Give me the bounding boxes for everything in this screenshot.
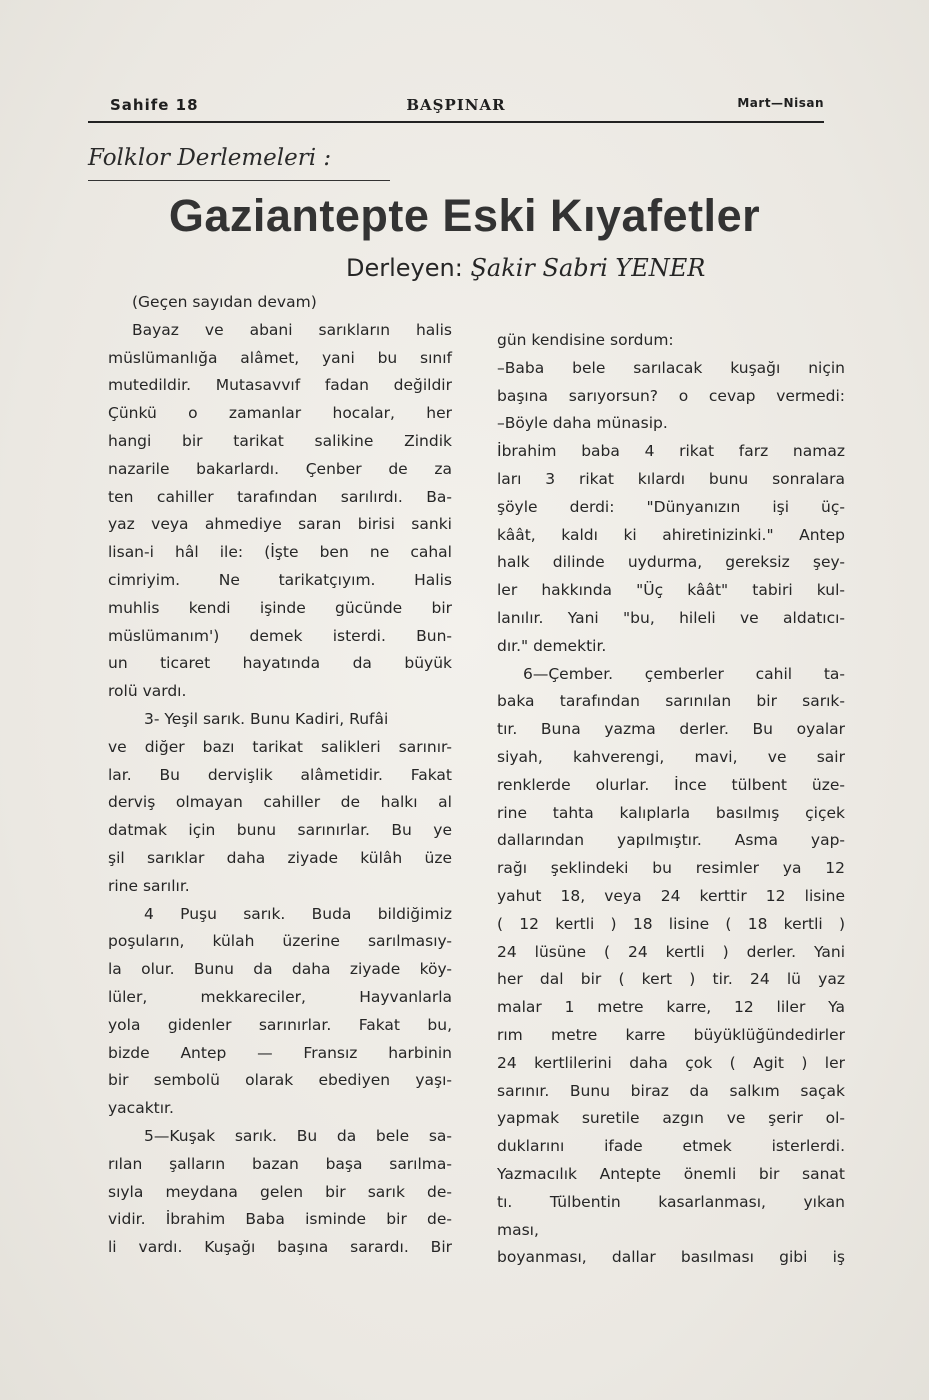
text-line: –Böyle daha münasip.	[497, 414, 668, 433]
text-line: her dal bir ( kert ) tir. 24 lü yaz	[497, 970, 845, 989]
issue-date: Mart—Nisan	[737, 96, 824, 110]
byline	[346, 254, 705, 282]
text-line: Çünkü o zamanlar hocalar, her	[108, 404, 452, 423]
text-line: müslümanım') demek isterdi. Bun-	[108, 626, 452, 645]
text-line: dır." demektir.	[497, 636, 607, 655]
text-line: ve diğer bazı tarikat salikleri sarınır-	[108, 737, 452, 756]
text-line: rine sarılır.	[108, 876, 190, 895]
text-line: şil sarıklar daha ziyade külâh üze	[108, 848, 452, 867]
text-line: yahut 18, veya 24 kerttir 12 lisine	[497, 886, 845, 905]
text-line: başına sarıyorsun? o cevap vermedi:	[497, 386, 845, 405]
text-line: gün kendisine sordum:	[497, 331, 674, 349]
text-line: rılan şalların bazan başa sarılma-	[108, 1154, 452, 1173]
text-line: vidir. İbrahim Baba isminde bir de-	[108, 1210, 452, 1229]
text-line: baka tarafından sarınılan bir sarık-	[497, 692, 845, 711]
text-line: malar 1 metre karre, 12 liler Ya	[497, 998, 845, 1017]
text-line: boyanması, dallar basılması gibi iş	[497, 1248, 845, 1267]
text-line: lüler, mekkareciler, Hayvanlarla	[108, 987, 452, 1006]
text-line: derviş olmayan cahiller de halkı al	[108, 793, 452, 812]
text-line: datmak için bunu sarınırlar. Bu ye	[108, 821, 452, 840]
text-line: ması,	[497, 1220, 539, 1239]
text-line: 24 lüsüne ( 24 kertli ) derler. Yani	[497, 942, 845, 961]
text-line: sıyla meydana gelen bir sarık de-	[108, 1182, 452, 1201]
text-line: nazarile bakarlardı. Çenber de za	[108, 459, 452, 478]
text-line: –Baba bele sarılacak kuşağı niçin	[497, 358, 845, 377]
text-line: ler hakkında "Üç kâât" tabiri kul-	[497, 581, 845, 600]
text-line: ( 12 kertli ) 18 lisine ( 18 kertli )	[497, 914, 845, 933]
section-underline	[88, 180, 390, 181]
left-column	[108, 289, 452, 1262]
text-line: müslümanlığa alâmet, yani bu sınıf	[108, 348, 452, 367]
text-line: 6—Çember. çemberler cahil ta-	[523, 664, 845, 683]
text-line: la olur. Bunu da daha ziyade köy-	[108, 960, 452, 979]
text-line: lisan-i hâl ile: (İşte ben ne cahal	[108, 543, 452, 562]
text-line: ları 3 rikat kılardı bunu sonralara	[497, 469, 845, 488]
text-line: lar. Bu dervişlik alâmetidir. Fakat	[108, 765, 452, 784]
text-line: dallarından yapılmıştır. Asma yap-	[497, 831, 845, 850]
text-line: 5—Kuşak sarık. Bu da bele sa-	[144, 1126, 452, 1145]
text-line: yola gidenler sarınırlar. Fakat bu,	[108, 1015, 452, 1034]
text-line: yacaktır.	[108, 1099, 174, 1118]
text-line: rine tahta kalıplarla basılmış çiçek	[497, 803, 845, 822]
text-line: Yazmacılık Antepte önemli bir sanat	[497, 1164, 845, 1183]
page-number: Sahife 18	[110, 96, 199, 114]
text-line: bizde Antep — Fransız harbinin	[108, 1043, 452, 1062]
text-line: tır. Buna yazma derler. Bu oyalar	[497, 720, 845, 739]
text-line: yapmak suretile azgın ve şerir ol-	[497, 1109, 845, 1128]
text-line: 3- Yeşil sarık. Bunu Kadiri, Rufâi	[144, 709, 389, 728]
text-line: un ticaret hayatında da büyük	[108, 654, 452, 673]
text-line: cimriyim. Ne tarikatçıyım. Halis	[108, 570, 452, 589]
right-column	[497, 327, 845, 1272]
text-line: li vardı. Kuşağı başına sarardı. Bir	[108, 1238, 452, 1257]
page-header	[88, 96, 824, 120]
text-line: renklerde olurlar. İnce tülbent üze-	[497, 775, 845, 794]
text-line: rağı şeklindeki bu resimler ya 12	[497, 859, 845, 878]
text-line: 24 kertlilerini daha çok ( Agit ) ler	[497, 1053, 845, 1072]
text-line: şöyle derdi: "Dünyanızın işi üç-	[497, 497, 845, 516]
text-line: muhlis kendi işinde gücünde bir	[108, 598, 452, 617]
text-line: İbrahim baba 4 rikat farz namaz	[497, 442, 845, 461]
text-line: halk dilinde uydurma, gereksiz şey-	[497, 553, 845, 572]
section-label: Folklor Derlemeleri :	[88, 145, 332, 171]
byline-label: Derleyen:	[346, 254, 463, 282]
author-name: Şakir Sabri YENER	[470, 254, 706, 282]
text-line: hangi bir tarikat salikine Zindik	[108, 431, 452, 450]
text-line: lanılır. Yani "bu, hileli ve aldatıcı-	[497, 608, 845, 627]
magazine-name: BAŞPINAR	[406, 96, 506, 114]
text-line: duklarını ifade etmek isterlerdi.	[497, 1137, 845, 1156]
text-line: rolü vardı.	[108, 682, 187, 701]
article-title: Gaziantepte Eski Kıyafetler	[168, 190, 761, 241]
text-line: poşuların, külah üzerine sarılmasıy-	[108, 932, 452, 951]
text-line: yaz veya ahmediye saran birisi sanki	[108, 515, 452, 534]
text-line: mutedildir. Mutasavvıf fadan değildir	[108, 376, 452, 395]
header-divider	[88, 121, 824, 123]
text-line: (Geçen sayıdan devam)	[132, 293, 317, 311]
text-line: bir sembolü olarak ebediyen yaşı-	[108, 1071, 452, 1090]
text-line: sarınır. Bunu biraz da salkım saçak	[497, 1081, 845, 1100]
text-line: 4 Puşu sarık. Buda bildiğimiz	[144, 904, 452, 923]
text-line: rım metre karre büyüklüğündedirler	[497, 1025, 845, 1044]
text-line: tı. Tülbentin kasarlanması, yıkan	[497, 1192, 845, 1211]
text-line: kâât, kaldı ki ahiretinizinki." Antep	[497, 525, 845, 544]
text-line: siyah, kahverengi, mavi, ve sair	[497, 747, 845, 766]
text-line: ten cahiller tarafından sarılırdı. Ba-	[108, 487, 452, 506]
text-line: Bayaz ve abani sarıkların halis	[132, 320, 452, 339]
